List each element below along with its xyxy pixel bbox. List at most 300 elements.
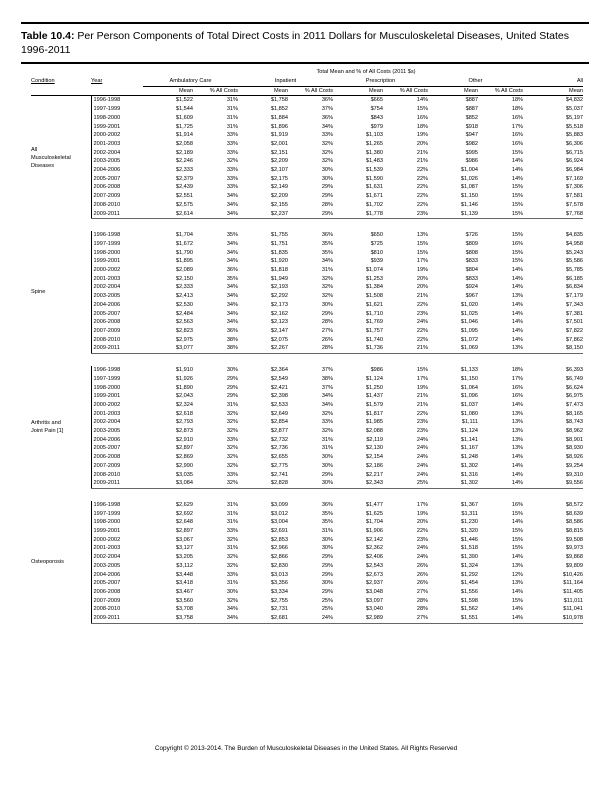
inpatient-pct-cell: 34% [321,123,334,130]
other-pct-cell: 14% [511,275,524,282]
other-mean-cell: $1,150 [460,193,479,200]
year-cell: 2008-2010 [91,605,143,614]
year-cell: 2003-2005 [91,427,143,436]
other-pct-cell: 14% [511,310,524,317]
other-mean-cell: $986 [465,158,479,165]
table-row [31,266,583,275]
other-mean-cell: $1,167 [460,445,479,452]
prescription-pct-cell: 24% [416,471,429,478]
ambulatory-pct-cell: 29% [226,375,239,382]
prescription-pct-cell: 20% [416,140,429,147]
other-mean-cell: $967 [465,293,479,300]
other-mean-cell: $1,133 [460,367,479,374]
ambulatory-mean-cell: $2,975 [175,336,193,343]
prescription-mean-cell: $1,625 [365,510,384,517]
all-mean-cell: $4,832 [565,97,584,104]
table-number: Table 10.4: [21,30,75,42]
copyright-footer: Copyright © 2013-2014. The Burden of Musculoskeletal Diseases in the United States. All Rights Reserved [154,745,458,752]
all-mean-cell: $7,501 [565,319,584,326]
other-mean-cell: $1,324 [460,562,479,569]
table-row [31,518,583,527]
inpatient-mean-cell: $2,175 [270,175,289,182]
other-pct-cell: 15% [511,258,524,265]
inpatient-mean-cell: $1,818 [270,267,289,274]
inpatient-pct-cell: 29% [288,210,333,219]
prescription-pct-cell: 27% [383,614,428,623]
table-row [31,275,583,284]
inpatient-mean-cell: $1,919 [270,132,289,139]
year-cell: 2000-2002 [91,536,143,545]
mean-header: Mean [238,86,288,96]
inpatient-pct-cell: 31% [321,436,334,443]
prescription-mean-cell: $1,769 [365,319,384,326]
ambulatory-mean-cell: $1,895 [175,258,193,265]
year-cell: 1997-1999 [91,105,143,114]
ambulatory-pct-cell: 34% [226,240,239,247]
inpatient-pct-cell: 24% [288,614,333,623]
ambulatory-pct-cell: 30% [226,588,239,595]
table-row [31,157,583,166]
year-cell: 2004-2006 [91,166,143,175]
all-mean-cell: $7,768 [523,210,583,219]
prescription-pct-cell: 21% [416,158,429,165]
year-cell: 2005-2007 [91,444,143,453]
prescription-mean-cell: $2,673 [365,571,384,578]
ambulatory-pct-cell: 32% [226,454,239,461]
condition-label-line: Osteoporosis [31,559,64,566]
year-cell: 2005-2007 [91,579,143,588]
prescription-pct-cell: 27% [416,588,429,595]
other-mean-cell: $1,446 [460,536,479,543]
other-mean-cell: $1,046 [460,319,479,326]
year-cell: 1998-2000 [91,384,143,393]
year-cell: 2006-2008 [91,318,143,327]
prescription-mean-cell: $1,702 [365,201,384,208]
inpatient-mean-cell: $2,421 [270,384,289,391]
other-mean-cell: $833 [465,258,479,265]
other-pct-cell: 14% [511,167,524,174]
condition-label-line: Joint Pain [1] [31,428,64,435]
all-mean-cell: $8,639 [565,510,584,517]
ambulatory-mean-cell: $2,910 [175,436,193,443]
ambulatory-mean-cell: $3,205 [175,554,193,561]
prescription-pct-cell: 19% [416,384,429,391]
other-pct-cell: 16% [511,114,524,121]
all-mean-cell: $9,508 [565,536,584,543]
inpatient-pct-cell: 32% [321,284,334,291]
all-mean-cell: $8,165 [565,410,584,417]
ambulatory-pct-cell: 33% [226,436,239,443]
inpatient-pct-cell: 31% [321,528,334,535]
table-row [31,149,583,158]
prescription-pct-cell: 26% [416,562,429,569]
inpatient-mean-cell: $2,398 [270,393,289,400]
mean-header: Mean [333,86,383,96]
inpatient-mean-cell: $2,877 [270,428,289,435]
other-mean-cell: $1,320 [460,528,479,535]
prescription-mean-cell: $2,186 [365,462,384,469]
table-row [31,201,583,210]
prescription-mean-cell: $2,130 [365,445,384,452]
group-spacer [31,219,583,232]
prescription-pct-cell: 22% [416,327,429,334]
ambulatory-mean-cell: $2,333 [175,284,193,291]
inpatient-mean-cell: $2,731 [270,606,289,613]
all-mean-cell: $11,405 [563,588,584,595]
other-pct-cell: 15% [511,184,524,191]
table-row [31,427,583,436]
inpatient-pct-cell: 29% [321,588,334,595]
table-row [31,249,583,258]
prescription-pct-cell: 26% [416,571,429,578]
all-mean-cell: $8,901 [565,436,584,443]
table-row [31,471,583,480]
other-mean-cell: $1,562 [460,606,479,613]
other-pct-cell: 15% [511,536,524,543]
ambulatory-mean-cell: $1,704 [175,232,193,239]
all-mean-cell: $6,624 [565,384,584,391]
ambulatory-mean-cell: $2,618 [175,410,193,417]
prescription-pct-cell: 22% [416,175,429,182]
ambulatory-mean-cell: $2,692 [175,510,193,517]
other-mean-cell: $1,141 [460,436,479,443]
prescription-pct-cell: 26% [416,580,429,587]
prescription-pct-cell: 24% [416,545,429,552]
all-mean-cell: $4,835 [565,232,584,239]
table-row [31,183,583,192]
year-cell: 1999-2001 [91,527,143,536]
year-cell: 2001-2003 [91,140,143,149]
table-row [31,336,583,345]
ambulatory-pct-cell: 35% [226,232,239,239]
ambulatory-pct-cell: 31% [226,97,239,104]
prescription-mean-cell: $3,048 [365,588,384,595]
ambulatory-mean-cell: $1,672 [175,240,193,247]
inpatient-mean-cell: $3,334 [270,588,289,595]
prescription-pct-cell: 17% [416,258,429,265]
inpatient-pct-cell: 30% [288,479,333,488]
ambulatory-mean-cell: $3,127 [175,545,193,552]
ambulatory-mean-cell: $3,067 [175,536,193,543]
other-mean-cell: $1,316 [460,471,479,478]
prescription-mean-cell: $1,250 [365,384,384,391]
prescription-mean-cell: $1,740 [365,336,384,343]
ambulatory-pct-cell: 29% [226,393,239,400]
other-mean-cell: $924 [465,284,479,291]
inpatient-pct-cell: 29% [321,571,334,578]
table-row [31,344,583,353]
table-row [31,318,583,327]
inpatient-pct-cell: 36% [321,501,334,508]
prescription-mean-cell: $650 [370,232,384,239]
inpatient-mean-cell: $2,364 [270,367,289,374]
table-row [31,501,583,510]
year-cell: 2001-2003 [91,275,143,284]
inpatient-mean-cell: $2,075 [270,336,289,343]
ambulatory-pct-cell: 33% [226,140,239,147]
all-header: All [523,77,583,86]
ambulatory-mean-cell: $3,758 [143,614,193,623]
table-row [31,231,583,240]
inpatient-pct-cell: 35% [321,519,334,526]
all-mean-cell: $6,834 [565,284,584,291]
other-pct-cell: 14% [511,462,524,469]
inpatient-mean-cell: $2,209 [270,158,289,165]
table-row [31,436,583,445]
other-pct-cell: 14% [511,454,524,461]
table-row [31,392,583,401]
year-cell: 1999-2001 [91,257,143,266]
prescription-mean-cell: $1,074 [365,267,384,274]
prescription-pct-cell: 21% [383,344,428,353]
all-mean-cell: $8,586 [565,519,584,526]
other-mean-cell: $1,064 [460,384,479,391]
other-pct-cell: 13% [511,419,524,426]
ambulatory-mean-cell: $2,189 [175,149,193,156]
year-cell: 2002-2004 [91,553,143,562]
other-mean-cell: $1,367 [460,501,479,508]
all-mean-cell: $6,393 [565,367,584,374]
inpatient-pct-cell: 34% [321,393,334,400]
condition-label-line: Spine [31,289,46,296]
all-mean-cell: $6,984 [565,167,584,174]
other-mean-cell: $852 [465,114,479,121]
ambulatory-pct-cell: 34% [226,249,239,256]
prescription-pct-cell: 28% [416,597,429,604]
table-row [31,166,583,175]
condition-label [31,96,91,219]
year-cell: 1998-2000 [91,518,143,527]
table-row [31,257,583,266]
other-pct-cell: 13% [511,293,524,300]
prescription-mean-cell: $754 [370,106,384,113]
inpatient-mean-cell: $3,013 [270,571,289,578]
table-row [31,123,583,132]
pct-header: % All Costs [383,86,428,96]
ambulatory-pct-cell: 30% [226,367,239,374]
other-mean-cell: $809 [465,240,479,247]
year-cell: 2000-2002 [91,401,143,410]
condition-label [31,501,91,623]
ambulatory-pct-cell: 33% [226,132,239,139]
prescription-pct-cell: 22% [416,167,429,174]
prescription-pct-cell: 28% [416,606,429,613]
prescription-mean-cell: $2,088 [365,428,384,435]
ambulatory-mean-cell: $1,790 [175,249,193,256]
ambulatory-mean-cell: $1,725 [175,123,193,130]
inpatient-mean-cell: $2,193 [270,284,289,291]
all-mean-cell: $8,815 [565,528,584,535]
inpatient-mean-cell: $2,854 [270,419,289,426]
other-pct-cell: 14% [478,614,523,623]
other-pct-cell: 14% [511,327,524,334]
mean-header: Mean [428,86,478,96]
inpatient-mean-cell: $2,775 [270,462,289,469]
year-cell: 2004-2006 [91,571,143,580]
table-row [31,401,583,410]
prescription-mean-cell: $979 [370,123,384,130]
other-pct-cell: 14% [511,554,524,561]
prescription-mean-cell: $3,040 [365,606,384,613]
inpatient-mean-cell: $2,001 [270,140,289,147]
inpatient-pct-cell: 32% [321,158,334,165]
condition-header: Condition [31,78,55,85]
prescription-pct-cell: 14% [416,97,429,104]
other-mean-cell: $1,230 [460,519,479,526]
other-pct-cell: 14% [478,479,523,488]
other-pct-cell: 13% [511,580,524,587]
year-cell: 2009-2011 [91,210,143,219]
prescription-header: Prescription [333,77,428,86]
inpatient-pct-cell: 31% [321,445,334,452]
inpatient-mean-cell: $1,852 [270,106,289,113]
prescription-mean-cell: $1,590 [365,175,384,182]
year-cell: 2009-2011 [91,479,143,488]
prescription-pct-cell: 24% [416,445,429,452]
ambulatory-mean-cell: $3,112 [176,562,193,569]
all-mean-cell: $6,924 [565,158,584,165]
prescription-mean-cell: $986 [370,367,384,374]
year-cell: 1997-1999 [91,510,143,519]
prescription-pct-cell: 13% [416,232,429,239]
year-cell: 2008-2010 [91,201,143,210]
prescription-mean-cell: $1,265 [365,140,384,147]
other-pct-cell: 14% [511,284,524,291]
inpatient-mean-cell: $1,758 [270,97,289,104]
inpatient-mean-cell: $2,533 [270,401,289,408]
prescription-pct-cell: 17% [416,375,429,382]
other-pct-cell: 16% [511,240,524,247]
prescription-pct-cell: 23% [416,419,429,426]
other-pct-cell: 18% [511,367,524,374]
inpatient-mean-cell: $2,107 [270,167,289,174]
year-cell: 1996-1998 [91,366,143,375]
ambulatory-pct-cell: 34% [226,301,239,308]
ambulatory-pct-cell: 32% [226,428,239,435]
table-title [21,22,589,64]
ambulatory-pct-cell: 38% [193,344,238,353]
condition-label-line: Diseases [31,162,55,169]
inpatient-pct-cell: 33% [321,419,334,426]
ambulatory-mean-cell: $3,418 [175,580,193,587]
table-row [31,527,583,536]
table-row [31,96,583,105]
prescription-mean-cell: $1,778 [333,210,383,219]
other-mean-cell: $1,096 [460,393,479,400]
all-mean-cell: $11,041 [563,606,584,613]
ambulatory-mean-cell: $3,077 [143,344,193,353]
other-pct-cell: 15% [511,528,524,535]
inpatient-mean-cell: $3,356 [270,580,289,587]
other-pct-cell: 15% [511,201,524,208]
inpatient-mean-cell: $2,732 [270,436,289,443]
prescription-pct-cell: 24% [416,319,429,326]
prescription-pct-cell: 25% [383,479,428,488]
other-pct-cell: 16% [511,384,524,391]
inpatient-pct-cell: 30% [321,454,334,461]
inpatient-header: Inpatient [238,77,333,86]
prescription-mean-cell: $1,253 [365,275,384,282]
other-mean-cell: $1,248 [460,454,479,461]
prescription-mean-cell: $1,985 [365,419,384,426]
prescription-mean-cell: $725 [370,240,384,247]
all-mean-cell: $8,962 [565,428,584,435]
prescription-pct-cell: 23% [416,428,429,435]
other-pct-cell: 15% [511,545,524,552]
prescription-mean-cell: $2,406 [365,554,384,561]
ambulatory-mean-cell: $2,629 [175,501,193,508]
inpatient-pct-cell: 37% [321,367,334,374]
prescription-mean-cell: $1,508 [365,293,384,300]
inpatient-mean-cell: $2,237 [238,210,288,219]
prescription-pct-cell: 22% [416,301,429,308]
inpatient-pct-cell: 30% [321,301,334,308]
prescription-pct-cell: 15% [416,106,429,113]
other-pct-cell: 15% [511,510,524,517]
ambulatory-pct-cell: 34% [193,210,238,219]
year-cell: 2002-2004 [91,418,143,427]
ambulatory-mean-cell: $2,058 [175,140,193,147]
other-mean-cell: $1,095 [460,327,479,334]
inpatient-pct-cell: 29% [321,471,334,478]
table-row [31,605,583,614]
prescription-pct-cell: 15% [416,249,429,256]
inpatient-pct-cell: 31% [321,267,334,274]
all-mean-cell: $6,715 [565,149,584,156]
ambulatory-mean-cell: $2,379 [175,175,193,182]
inpatient-mean-cell: $2,149 [270,184,289,191]
table-row [31,444,583,453]
ambulatory-pct-cell: 32% [226,462,239,469]
year-cell: 1996-1998 [91,231,143,240]
other-mean-cell: $1,080 [460,410,479,417]
prescription-mean-cell: $1,437 [365,393,384,400]
other-pct-cell: 14% [511,471,524,478]
all-mean-cell: $9,973 [565,545,584,552]
other-pct-cell: 16% [511,393,524,400]
prescription-pct-cell: 21% [416,149,429,156]
other-pct-cell: 14% [511,319,524,326]
year-cell: 2008-2010 [91,471,143,480]
inpatient-pct-cell: 37% [321,106,334,113]
prescription-mean-cell: $1,483 [365,158,384,165]
ambulatory-mean-cell: $2,324 [175,401,193,408]
other-pct-cell: 14% [511,175,524,182]
prescription-pct-cell: 19% [416,267,429,274]
all-mean-cell: $6,749 [565,375,584,382]
ambulatory-mean-cell: $2,439 [175,184,193,191]
ambulatory-pct-cell: 34% [226,319,239,326]
table-row [31,462,583,471]
ambulatory-mean-cell: $2,246 [175,158,193,165]
other-pct-cell: 12% [511,571,524,578]
other-mean-cell: $1,302 [428,479,478,488]
prescription-mean-cell: $2,217 [365,471,384,478]
all-mean-cell: $5,785 [565,267,584,274]
year-cell: 2003-2005 [91,292,143,301]
all-mean-cell: $7,179 [565,293,584,300]
other-header: Other [428,77,523,86]
inpatient-mean-cell: $1,755 [270,232,289,239]
ambulatory-mean-cell: $3,084 [143,479,193,488]
inpatient-pct-cell: 30% [321,536,334,543]
table-row [31,562,583,571]
other-mean-cell: $1,020 [460,301,479,308]
inpatient-mean-cell: $2,649 [270,410,289,417]
ambulatory-mean-cell: $2,897 [175,528,193,535]
inpatient-pct-cell: 30% [321,175,334,182]
all-mean-cell: $5,197 [565,114,584,121]
